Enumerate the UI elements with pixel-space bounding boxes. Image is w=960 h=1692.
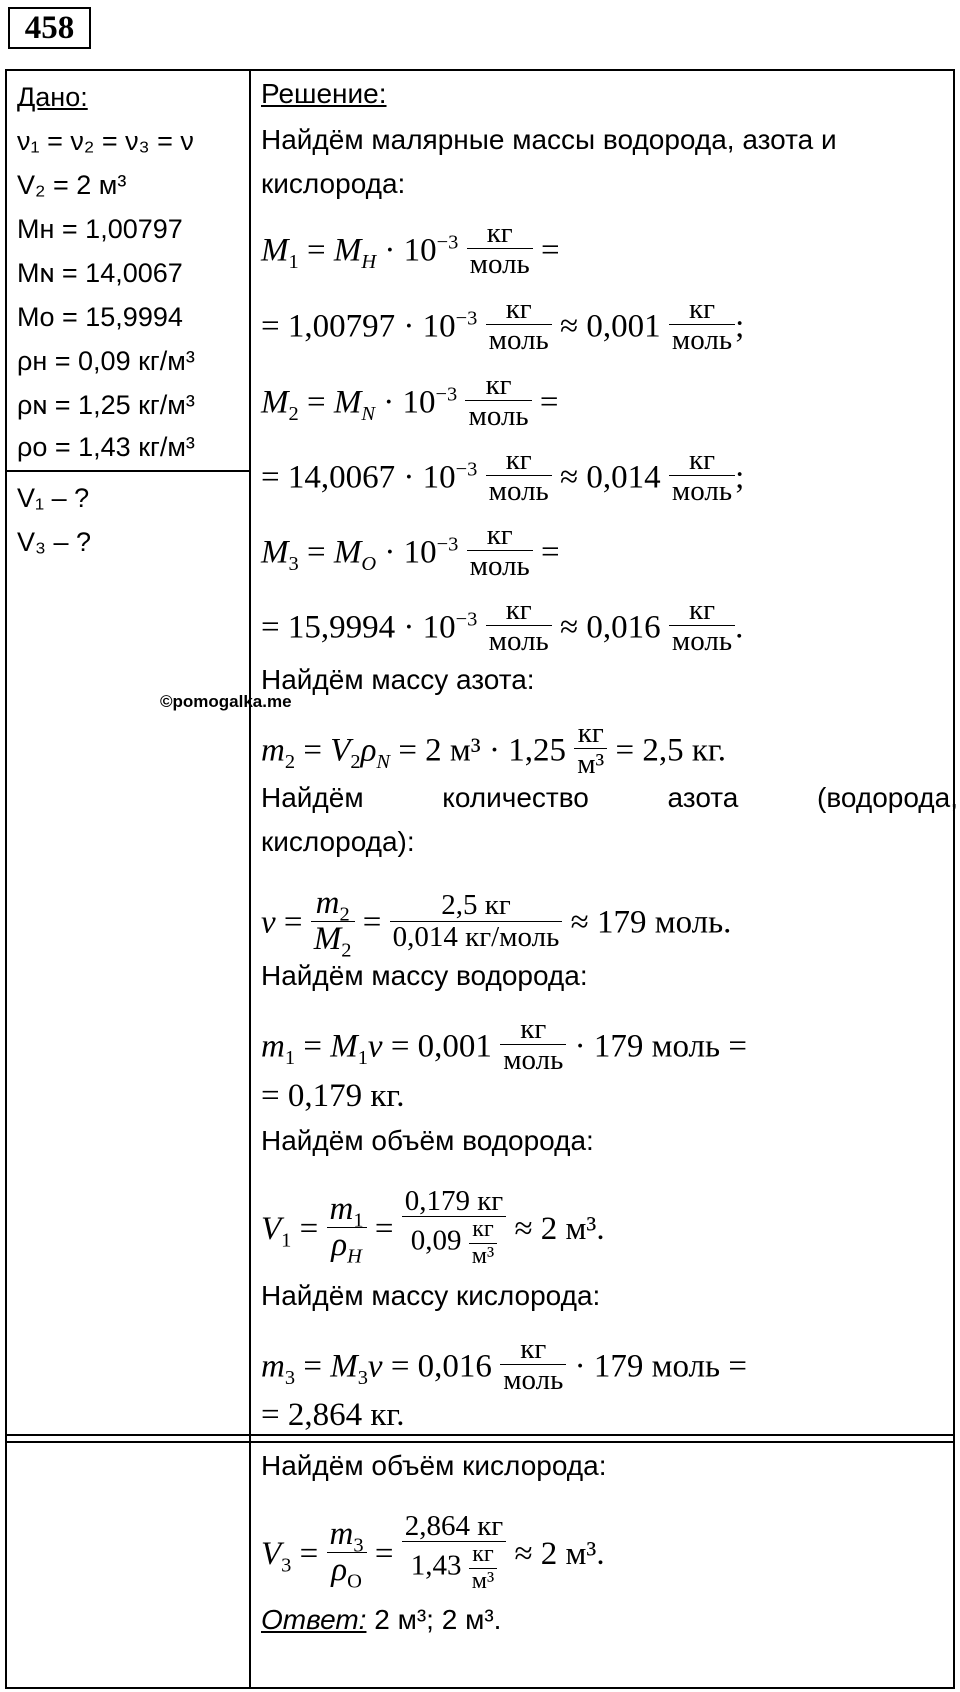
find-item: V₁ – ?	[17, 483, 90, 513]
eq-m1-mass-2: = 0,179 кг.	[261, 1078, 405, 1114]
eq-m1-line1: $M_1 = M_H \cdot 10^{-3}$ $\frac{кг}{\text{моль}}$ =	[261, 217, 560, 281]
eq-m3-mass-2: = 2,864 кг.	[261, 1397, 405, 1433]
given-item: ν₁ = ν₂ = ν₃ = ν	[17, 126, 194, 156]
eq-m2-mass: $m_2 = V_2\rho_N = 2$ м³ · 1,25 $\frac{кг}{\text{м³}}$ = 2,5 кг.	[261, 717, 726, 781]
answer	[261, 1604, 501, 1636]
text-amount: Найдём количество азота (водорода,	[261, 782, 958, 813]
given-item: Mɴ = 14,0067	[17, 258, 183, 288]
given-item: Mᴏ = 15,9994	[17, 302, 183, 332]
eq-m3-line2: = $15,9994 \cdot 10^{-3}$ $\frac{кг}{\text{моль}}$ ≈ 0,016 $\frac{кг}{\text{моль}}$ .	[261, 594, 744, 658]
eq-m2-line2: = $14,0067 \cdot 10^{-3}$ $\frac{кг}{\text{моль}}$ ≈ 0,014 $\frac{кг}{\text{моль}}$ ;	[261, 444, 745, 508]
eq-v1: $V_1$ = $\frac{m_1}{\rho_H}$ = 0,179 кг 0,09 $\frac{кг}{\text{м³}}$ ≈ 2 м³.	[261, 1185, 605, 1269]
text-molar-masses: Найдём малярные массы водорода, азота и	[261, 124, 837, 155]
eq-m2-line1: $M_2 = M_N \cdot 10^{-3}$ $\frac{кг}{\text{моль}}$ =	[261, 369, 559, 433]
given-heading: Дано:	[17, 82, 88, 112]
given-item: ρɴ = 1,25 кг/м³	[17, 390, 195, 420]
text-mass-oxygen: Найдём массу кислорода:	[261, 1280, 601, 1311]
given-item: Mн = 1,00797	[17, 214, 183, 244]
given-item: ρн = 0,09 кг/м³	[17, 346, 195, 376]
find-item: V₃ – ?	[17, 527, 92, 557]
text-vol-hydrogen: Найдём объём водорода:	[261, 1125, 594, 1156]
given-item: V₂ = 2 м³	[17, 170, 127, 200]
eq-m1-line2: = $1,00797 \cdot 10^{-3}$ $\frac{кг}{\text{моль}}$ ≈ 0,001 $\frac{кг}{\text{моль}}$ ;	[261, 293, 745, 357]
answer-label: Ответ:	[261, 1604, 367, 1635]
text-molar-masses-2: кислорода:	[261, 168, 406, 199]
watermark: ©pomogalka.me	[160, 692, 292, 711]
eq-nu: ν = $\frac{m_2}{M_2}$ = $\frac{2,5 кг}{\text{0,014 кг/моль}}$ ≈ 179 моль.	[261, 885, 732, 962]
text-amount-2: кислорода):	[261, 826, 415, 857]
answer-value: 2 м³; 2 м³.	[374, 1604, 502, 1635]
eq-m3-mass: $m_3 = M_3\nu = 0,016$ $\frac{кг}{\text{моль}}$ · 179 моль =	[261, 1333, 747, 1397]
eq-m1-mass: $m_1 = M_1\nu = 0,001$ $\frac{кг}{\text{моль}}$ · 179 моль =	[261, 1013, 747, 1077]
eq-v3: $V_3$ = $\frac{m_3}{\rho_O}$ = 2,864 кг 1,43 $\frac{кг}{\text{м³}}$ ≈ 2 м³.	[261, 1510, 605, 1594]
task-number: 458	[8, 7, 91, 49]
given-item: ρᴏ = 1,43 кг/м³	[17, 432, 195, 462]
text-vol-oxygen: Найдём объём кислорода:	[261, 1450, 607, 1481]
solution-heading: Решение:	[261, 78, 387, 109]
text-mass-hydrogen: Найдём массу водорода:	[261, 960, 588, 991]
eq-m3-line1: $M_3 = M_O \cdot 10^{-3}$ $\frac{кг}{\text{моль}}$ =	[261, 519, 560, 583]
text-mass-nitrogen: Найдём массу азота:	[261, 664, 535, 695]
